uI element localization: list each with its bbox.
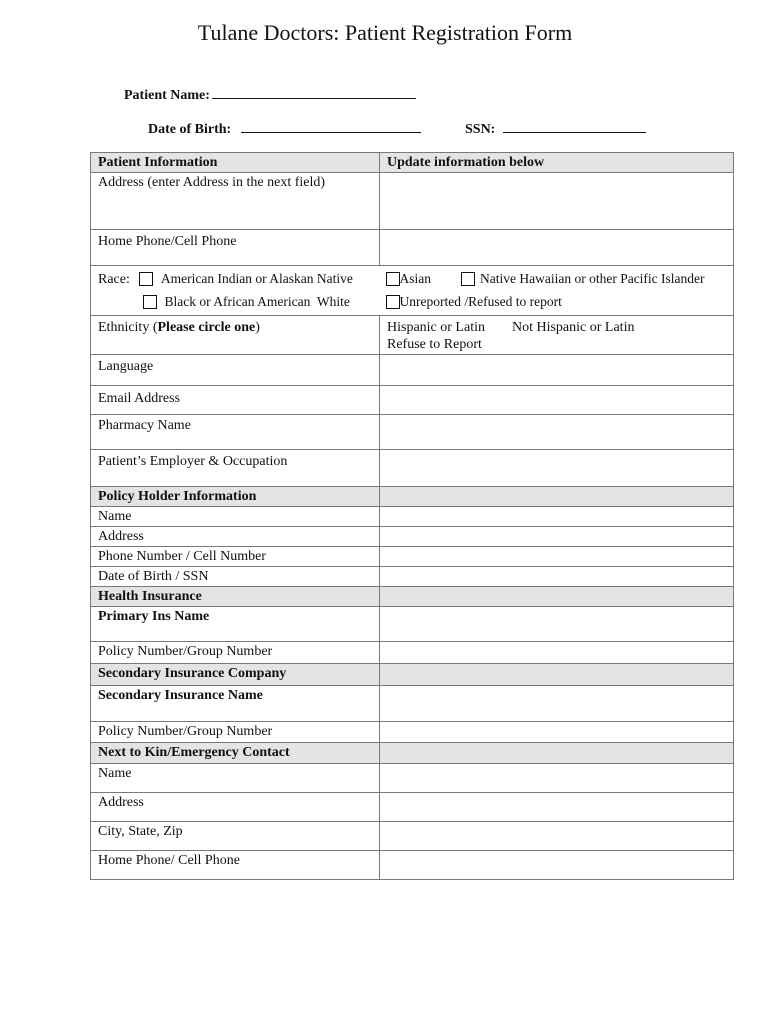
ph-address-label: Address — [91, 527, 380, 547]
address-label: Address (enter Address in the next field) — [91, 173, 380, 230]
patient-name-line — [124, 84, 416, 104]
policy-holder-header: Policy Holder Information — [91, 487, 380, 507]
secondary-policy-input[interactable] — [380, 722, 734, 743]
ethnicity-refuse-option[interactable]: Refuse to Report — [387, 337, 482, 352]
race-cell-left — [91, 266, 380, 291]
table-row — [91, 567, 734, 587]
table-row — [91, 607, 734, 642]
race-black-checkbox[interactable] — [143, 295, 157, 309]
ethnicity-label-text: Ethnicity ( — [98, 320, 158, 335]
pharmacy-input[interactable] — [380, 415, 734, 450]
race-label: Race: — [98, 272, 130, 287]
primary-policy-label: Policy Number/Group Number — [91, 642, 380, 664]
ethnicity-hispanic-option[interactable]: Hispanic or Latin — [387, 320, 485, 335]
col-header-patient-info: Patient Information — [91, 153, 380, 173]
language-input[interactable] — [380, 355, 734, 386]
language-label: Language — [91, 355, 380, 386]
nok-name-label: Name — [91, 764, 380, 793]
table-row — [91, 764, 734, 793]
table-row — [91, 722, 734, 743]
col-header-update: Update information below — [380, 153, 734, 173]
ph-name-input[interactable] — [380, 507, 734, 527]
health-insurance-header-blank — [380, 587, 734, 607]
ssn-field[interactable] — [503, 118, 646, 133]
pharmacy-label: Pharmacy Name — [91, 415, 380, 450]
primary-ins-name-label: Primary Ins Name — [91, 607, 380, 642]
next-of-kin-header-blank — [380, 743, 734, 764]
table-row — [91, 527, 734, 547]
ph-phone-label: Phone Number / Cell Number — [91, 547, 380, 567]
address-input[interactable] — [380, 173, 734, 230]
dob-line — [148, 118, 421, 138]
patient-name-field[interactable] — [212, 84, 416, 99]
ethnicity-not-hispanic-option[interactable]: Not Hispanic or Latin — [511, 320, 635, 335]
table-row — [91, 230, 734, 266]
secondary-insurance-section — [91, 664, 734, 686]
policy-holder-section — [91, 487, 734, 507]
table-row — [91, 793, 734, 822]
ph-address-input[interactable] — [380, 527, 734, 547]
ph-dob-label: Date of Birth / SSN — [91, 567, 380, 587]
race-cell-left-2 — [91, 291, 380, 316]
table-header-row — [91, 153, 734, 173]
secondary-insurance-header-blank — [380, 664, 734, 686]
home-phone-label: Home Phone/Cell Phone — [91, 230, 380, 266]
race-cell-right — [380, 266, 734, 291]
race-asian-checkbox[interactable] — [386, 272, 400, 286]
health-insurance-header: Health Insurance — [91, 587, 380, 607]
table-row — [91, 450, 734, 487]
table-row — [91, 547, 734, 567]
nok-phone-label: Home Phone/ Cell Phone — [91, 851, 380, 880]
ethnicity-label — [91, 316, 380, 355]
health-insurance-section — [91, 587, 734, 607]
table-row — [91, 642, 734, 664]
table-row — [91, 173, 734, 230]
next-of-kin-section — [91, 743, 734, 764]
race-native-hawaiian-label: Native Hawaiian or other Pacific Islander — [480, 271, 705, 286]
primary-ins-name-input[interactable] — [380, 607, 734, 642]
registration-table — [90, 152, 734, 880]
ssn-label: SSN: — [465, 122, 496, 137]
secondary-insurance-header: Secondary Insurance Company — [91, 664, 380, 686]
race-american-indian-label: American Indian or Alaskan Native — [160, 271, 353, 286]
race-unreported-label: Unreported /Refused to report — [399, 293, 562, 309]
race-unreported-checkbox[interactable] — [386, 295, 400, 309]
nok-address-label: Address — [91, 793, 380, 822]
home-phone-input[interactable] — [380, 230, 734, 266]
ethnicity-row — [91, 316, 734, 355]
dob-label: Date of Birth: — [148, 122, 232, 137]
table-row — [91, 686, 734, 722]
race-row-2 — [91, 291, 734, 316]
table-row — [91, 386, 734, 415]
next-of-kin-header: Next to Kin/Emergency Contact — [91, 743, 380, 764]
dob-field[interactable] — [241, 118, 421, 133]
employer-input[interactable] — [380, 450, 734, 487]
nok-city-label: City, State, Zip — [91, 822, 380, 851]
race-cell-right-2 — [380, 291, 734, 316]
form-title: Tulane Doctors: Patient Registration Form — [197, 20, 573, 45]
table-row — [91, 355, 734, 386]
nok-city-input[interactable] — [380, 822, 734, 851]
nok-name-input[interactable] — [380, 764, 734, 793]
race-black-white-label: Black or African American White — [164, 293, 350, 309]
ethnicity-label-end: ) — [255, 320, 260, 335]
ethnicity-options — [380, 316, 734, 355]
policy-holder-header-blank — [380, 487, 734, 507]
table-row — [91, 822, 734, 851]
race-asian-label: Asian — [399, 271, 431, 286]
patient-name-label: Patient Name: — [124, 88, 210, 103]
race-row — [91, 266, 734, 291]
race-american-indian-checkbox[interactable] — [139, 272, 153, 286]
email-input[interactable] — [380, 386, 734, 415]
email-label: Email Address — [91, 386, 380, 415]
ph-name-label: Name — [91, 507, 380, 527]
race-native-hawaiian-checkbox[interactable] — [461, 272, 475, 286]
ph-dob-input[interactable] — [380, 567, 734, 587]
primary-policy-input[interactable] — [380, 642, 734, 664]
nok-phone-input[interactable] — [380, 851, 734, 880]
ph-phone-input[interactable] — [380, 547, 734, 567]
ssn-line — [465, 118, 646, 138]
nok-address-input[interactable] — [380, 793, 734, 822]
ethnicity-label-bold: Please circle one — [157, 320, 256, 335]
table-row — [91, 851, 734, 880]
employer-label: Patient’s Employer & Occupation — [91, 450, 380, 487]
secondary-ins-name-input[interactable] — [380, 686, 734, 722]
table-row — [91, 507, 734, 527]
table-row — [91, 415, 734, 450]
secondary-policy-label: Policy Number/Group Number — [91, 722, 380, 743]
secondary-ins-name-label: Secondary Insurance Name — [91, 686, 380, 722]
